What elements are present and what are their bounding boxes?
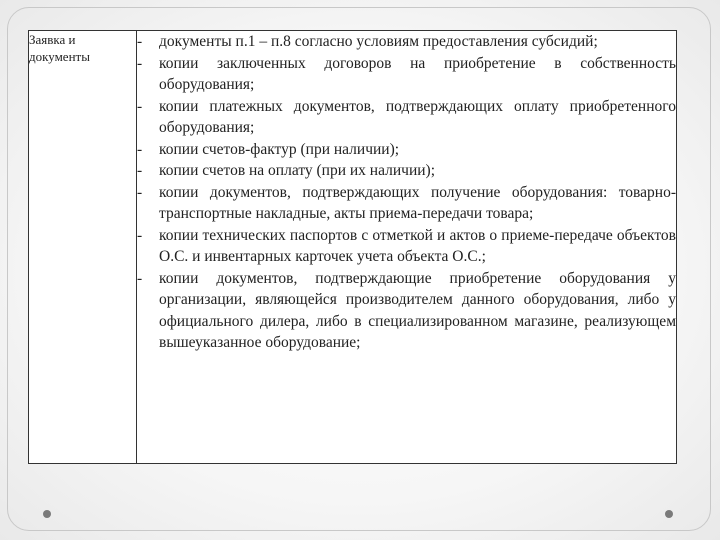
list-item-text: копии заключенных договоров на приобретение в собственность оборудования; [159, 54, 676, 93]
bullet-dash: - [137, 183, 143, 201]
list-item [137, 53, 676, 96]
list-item [137, 225, 676, 268]
label-cell [29, 31, 137, 464]
bullet-dash: - [137, 140, 143, 158]
list-item-text: копии технических паспортов с отметкой и актов о приеме-передаче объектов О.С. и инвентарных карточек учета объекта О.С.; [159, 226, 676, 265]
table-row [29, 31, 677, 464]
list-item [137, 139, 676, 161]
list-item [137, 96, 676, 139]
bullet-dash: - [137, 33, 143, 50]
bullet-dash: - [137, 162, 143, 179]
list-item [137, 182, 676, 225]
bullet-dash: - [137, 97, 143, 115]
row-label: Заявка и документы [29, 32, 90, 64]
list-item-text: копии счетов-фактур (при наличии); [159, 140, 400, 158]
bullet-dash: - [137, 226, 143, 244]
bullet-dash: - [137, 54, 143, 72]
list-item-text: копии платежных документов, подтверждающих оплату приобретенного оборудования; [159, 97, 676, 136]
list-item [137, 268, 676, 354]
list-item-text: копии документов, подтверждающих получение оборудования: товарно-транспортные накладные, акты приема-передачи товара; [159, 183, 676, 222]
decorative-dot-right [665, 510, 673, 518]
documents-list [137, 31, 676, 354]
list-item-text: документы п.1 – п.8 согласно условиям предоставления субсидий; [159, 33, 598, 50]
documents-table [28, 30, 677, 464]
bullet-dash: - [137, 269, 143, 287]
list-item [137, 160, 676, 182]
list-item [137, 31, 676, 53]
list-item-text: копии счетов на оплату (при их наличии); [159, 162, 436, 179]
list-item-text: копии документов, подтверждающие приобретение оборудования у организации, являющейся производителем данного оборудования, либо у официального дилера, либо в специализированном магазине, реализующем вышеуказанное оборудование; [159, 269, 676, 351]
content-cell [137, 31, 677, 464]
decorative-dot-left [43, 510, 51, 518]
